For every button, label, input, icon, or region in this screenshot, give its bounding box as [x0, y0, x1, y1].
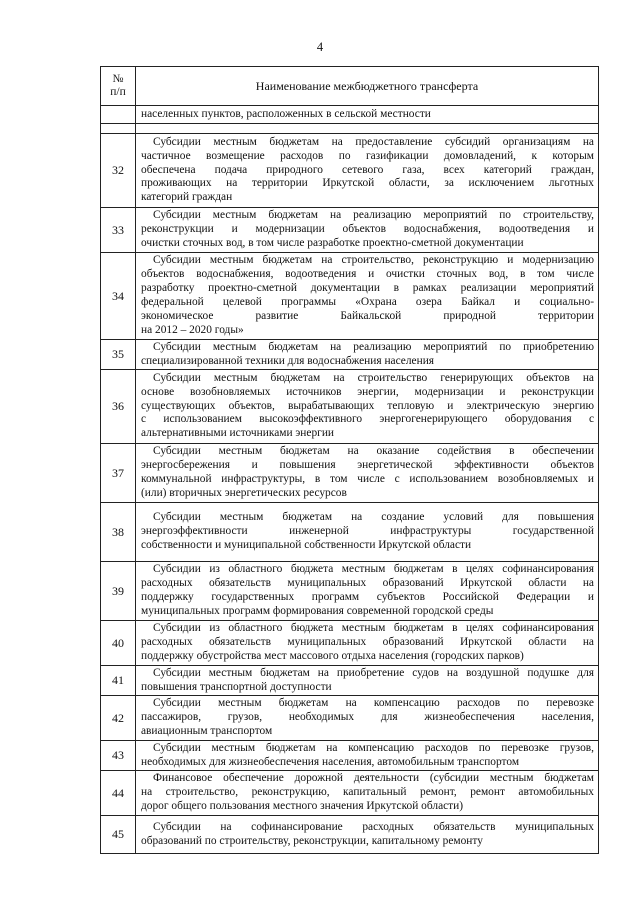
transfer-name-line: проживающих на территории Иркутской области, за исключением льготных: [141, 177, 594, 190]
table-row: [101, 444, 599, 503]
table-row: [101, 106, 599, 124]
transfer-name-line: Субсидии из областного бюджета местным бюджетам в целях софинансирования: [153, 563, 594, 576]
transfer-name-line: объектов водоснабжения, водоотведения и очистки сточных вод, в том числе: [141, 268, 594, 281]
transfer-name-line: коммунальной инфраструктуры, в том числе с использованием возобновляемых и: [141, 473, 594, 485]
transfer-name-line: Субсидии местным бюджетам на реализацию мероприятий по строительству,: [153, 209, 594, 222]
transfer-name-cell: [136, 370, 599, 444]
transfer-name-line: поддержку государственных программ субъектов Российской Федерации и: [141, 591, 594, 603]
row-number: 39: [101, 562, 136, 621]
table-body: [101, 106, 599, 854]
transfer-name-line: собственности и муниципальной собственности Иркутской области: [141, 538, 472, 551]
transfer-name-line: Субсидии местным бюджетам на реализацию мероприятий по приобретению: [153, 340, 594, 353]
table-row: [101, 816, 599, 854]
table-row: [101, 621, 599, 666]
transfer-name-cell: [136, 562, 599, 621]
row-number: 34: [101, 253, 136, 340]
transfer-name-line: Субсидии местным бюджетам на предоставление субсидий организациям на: [153, 135, 594, 148]
transfer-name-line: населенных пунктов, расположенных в сельской местности: [141, 107, 431, 120]
table-row: [101, 340, 599, 370]
transfer-name-line: Субсидии местным бюджетам на приобретение судов на воздушной подушке для: [153, 666, 594, 679]
transfer-name-line: федеральной целевой программы «Охрана озера Байкал и социально-: [141, 296, 594, 308]
transfer-name-cell: [136, 340, 599, 370]
header-number: [101, 67, 136, 106]
table-row: [101, 562, 599, 621]
row-number: 45: [101, 816, 136, 854]
row-number: 44: [101, 771, 136, 816]
transfer-name-line: Субсидии местным бюджетам на строительство, реконструкцию и модернизацию: [153, 254, 594, 267]
transfer-name-cell: [136, 816, 599, 854]
table-header-row: [101, 67, 599, 106]
header-transfer-name: Наименование межбюджетного трансферта: [136, 67, 599, 106]
transfer-name-line: Субсидии местным бюджетам на создание условий для повышения: [153, 511, 594, 524]
transfer-name-line: частичное возмещение расходов по газификации домовладений, к которым: [141, 149, 594, 162]
table-row: [101, 741, 599, 771]
transfer-name-line: поддержку обустройства мест массового отдыха населения (городских парков): [141, 649, 524, 662]
row-number: [101, 124, 136, 134]
transfer-name-line: авиационным транспортом: [141, 724, 273, 737]
transfer-name-line: энергосбережения и повышения энергетической эффективности объектов: [141, 459, 594, 472]
table-row: [101, 370, 599, 444]
page-number: 4: [316, 40, 324, 54]
row-number: 32: [101, 134, 136, 208]
transfer-name-line: специализированной техники для водоснабжения населения: [141, 354, 435, 367]
table-row: [101, 503, 599, 562]
transfer-name-line: существующих объектов, вырабатывающих тепловую и электрическую энергию: [141, 399, 594, 412]
row-number: 41: [101, 666, 136, 696]
transfer-name-line: Субсидии местным бюджетам на оказание содействия в обеспечении: [153, 445, 594, 458]
row-number: 43: [101, 741, 136, 771]
transfer-name-cell: [136, 124, 599, 134]
table-row: [101, 666, 599, 696]
transfer-name-line: Субсидии на софинансирование расходных обязательств муниципальных: [153, 820, 594, 833]
transfer-name-cell: [136, 771, 599, 816]
row-number: 35: [101, 340, 136, 370]
transfer-name-line: Финансовое обеспечение дорожной деятельности (субсидии местным бюджетам: [153, 772, 594, 785]
transfer-name-line: основе возобновляемых источников энергии, модернизации и реконструкции: [141, 385, 594, 398]
transfer-name-line: Субсидии местным бюджетам на строительство генерирующих объектов на: [153, 371, 594, 384]
transfer-name-cell: [136, 253, 599, 340]
transfer-name-cell: [136, 106, 599, 124]
transfer-name-line: необходимых для жизнеобеспечения населения, автомобильным транспортом: [141, 755, 520, 768]
row-number: 40: [101, 621, 136, 666]
transfer-name-line: с использованием высокоэффективного энергогенерирующего оборудования с: [141, 413, 594, 426]
transfer-name-line: на 2012 – 2020 годы»: [141, 323, 244, 336]
transfer-name-line: очистки сточных вод, в том числе разработке проектно-сметной документации: [141, 236, 524, 249]
transfer-name-line: пассажиров, грузов, необходимых для жизнеобеспечения населения,: [141, 711, 594, 724]
transfer-name-line: дорог общего пользования местного значения Иркутской области): [141, 799, 464, 812]
row-number: 33: [101, 208, 136, 253]
table-row: [101, 134, 599, 208]
table-row: [101, 124, 599, 134]
transfer-name-line: расходных обязательств муниципальных образований Иркутской области на: [141, 577, 594, 590]
transfer-name-line: Субсидии из областного бюджета местным бюджетам в целях софинансирования: [153, 622, 594, 635]
row-number: 38: [101, 503, 136, 562]
row-number: 42: [101, 696, 136, 741]
transfer-name-line: обеспечена подача природного сетевого газа, всех категорий граждан,: [141, 163, 594, 176]
transfer-name-line: повышения транспортной доступности: [141, 680, 332, 693]
transfer-name-line: альтернативными источниками энергии: [141, 427, 335, 440]
transfer-name-cell: [136, 134, 599, 208]
transfer-name-line: образований по строительству, реконструкции, капитальному ремонту: [141, 834, 483, 847]
transfer-name-line: разработку проектно-сметной документации в рамках реализации мероприятий: [141, 282, 594, 295]
transfer-name-line: расходных обязательств муниципальных образований Иркутской области на: [141, 636, 594, 649]
header-number-line1: №: [112, 73, 124, 85]
transfer-name-cell: [136, 503, 599, 562]
transfer-name-line: на строительство, реконструкцию, капитальный ремонт, ремонт автомобильных: [141, 786, 594, 799]
row-number: 36: [101, 370, 136, 444]
transfer-name-cell: [136, 444, 599, 503]
table-row: [101, 253, 599, 340]
transfer-name-line: (или) вторичных энергетических ресурсов: [141, 486, 347, 499]
transfer-name-cell: [136, 208, 599, 253]
transfer-name-cell: [136, 741, 599, 771]
transfer-name-line: категорий граждан: [141, 191, 233, 204]
transfer-name-line: муниципальных программ формирования современной городской среды: [141, 604, 494, 617]
transfer-name-line: Субсидии местным бюджетам на компенсацию расходов по перевозке грузов,: [153, 741, 594, 754]
transfer-name-line: реконструкции и модернизации объектов водоснабжения, водоотведения и: [141, 223, 594, 236]
table-row: [101, 771, 599, 816]
transfer-name-cell: [136, 696, 599, 741]
row-number: [101, 106, 136, 124]
row-number: 37: [101, 444, 136, 503]
table-row: [101, 208, 599, 253]
transfer-name-line: экономическое развитие Байкальской природной территории: [141, 309, 594, 322]
table-row: [101, 696, 599, 741]
transfers-table: [100, 66, 599, 854]
transfer-name-line: энергоэффективности инженерной инфраструктуры государственной: [141, 525, 594, 538]
transfer-name-cell: [136, 621, 599, 666]
transfer-name-line: Субсидии местным бюджетам на компенсацию расходов по перевозке: [153, 697, 594, 710]
transfer-name-cell: [136, 666, 599, 696]
header-number-line2: п/п: [110, 86, 126, 98]
